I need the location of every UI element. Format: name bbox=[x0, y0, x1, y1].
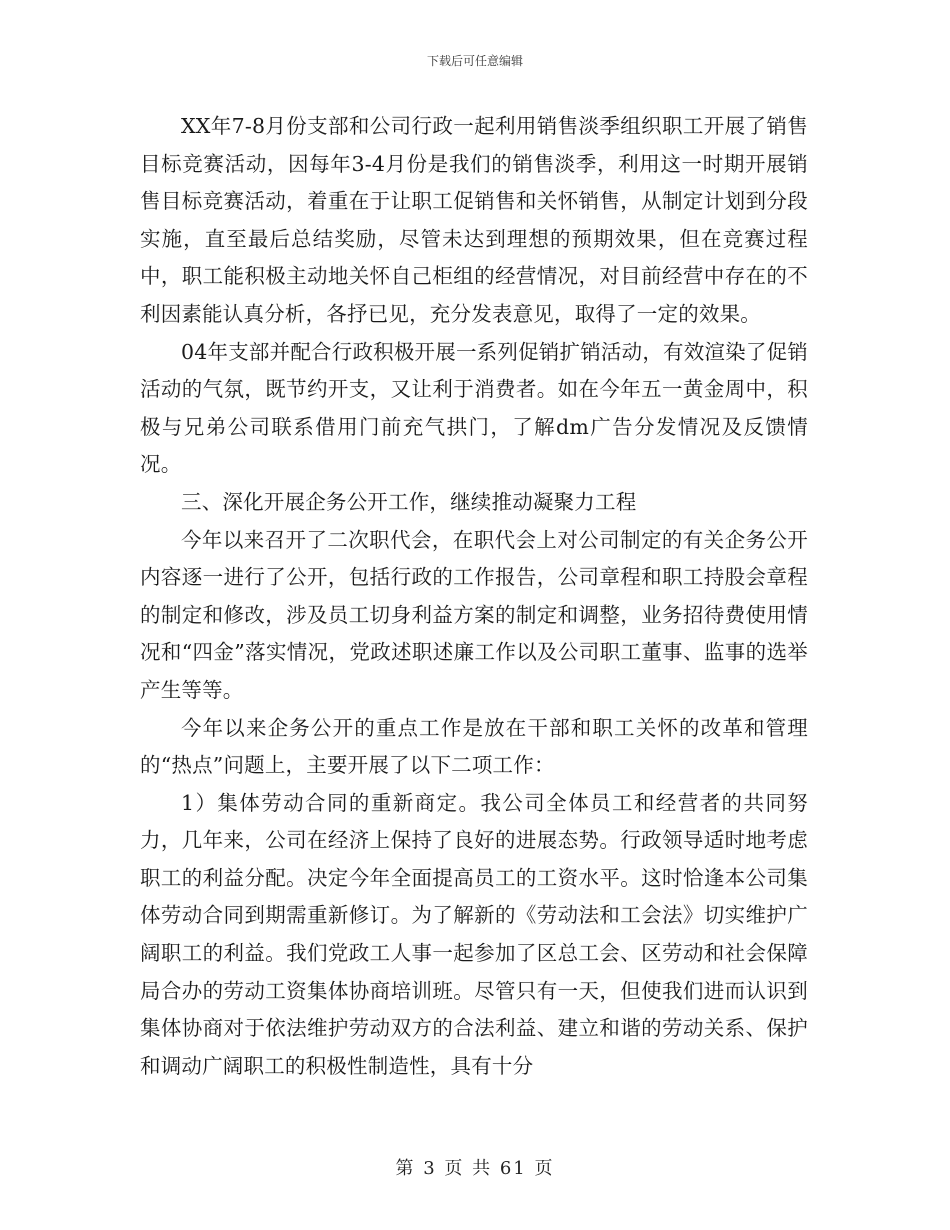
document-body bbox=[140, 108, 808, 1085]
paragraph-key-work: 今年以来企务公开的重点工作是放在干部和职工关怀的改革和管理的“热点”问题上，主要开展了以下二项工作： bbox=[140, 715, 808, 778]
page-number: 第 3 页 共 61 页 bbox=[395, 1158, 555, 1179]
paragraph-labor-contract: 1）集体劳动合同的重新商定。我公司全体员工和经营者的共同努力，几年来，公司在经济上保持了良好的进展态势。行政领导适时地考虑职工的利益分配。决定今年全面提高员工的工资水平。这时恰逢本公司集体劳动合同到期需重新修订。为了解新的《劳动法和工会法》切实维护广阔职工的利益。我们党政工人事一起参加了区总工会、区劳动和社会保障局合办的劳动工资集体协商培训班。尽管只有一天，但使我们进而认识到集体协商对于依法维护劳动双方的合法利益、建立和谐的劳动关系、保护和调动广阔职工的积极性制造性，具有十分 bbox=[140, 790, 808, 1078]
paragraph-sales-competition: XX年7-8月份支部和公司行政一起利用销售淡季组织职工开展了销售目标竞赛活动，因每年3-4月份是我们的销售淡季，利用这一时期开展销售目标竞赛活动，着重在于让职工促销售和关怀销售，从制定计划到分段实施，直至最后总结奖励，尽管未达到理想的预期效果，但在竞赛过程中，职工能积极主动地关怀自己柜组的经营情况，对目前经营中存在的不利因素能认真分析，各抒已见，充分发表意见，取得了一定的效果。 bbox=[140, 114, 808, 326]
section-heading-3: 三、深化开展企务公开工作，继续推动凝聚力工程 bbox=[181, 489, 637, 514]
paragraph-promotion: 04年支部并配合行政积极开展一系列促销扩销活动，有效渲染了促销活动的气氛，既节约开支，又让利于消费者。如在今年五一黄金周中，积极与兄弟公司联系借用门前充气拱门，了解dm广告分发情况及反馈情况。 bbox=[140, 339, 808, 477]
page-header-note: 下载后可任意编辑 bbox=[426, 54, 523, 68]
paragraph-workers-congress: 今年以来召开了二次职代会，在职代会上对公司制定的有关企务公开内容逐一进行了公开，包括行政的工作报告，公司章程和职工持股会章程的制定和修改，涉及员工切身利益方案的制定和调整，业务招待费使用情况和“四金”落实情况，党政述职述廉工作以及公司职工董事、监事的选举产生等等。 bbox=[140, 527, 808, 702]
